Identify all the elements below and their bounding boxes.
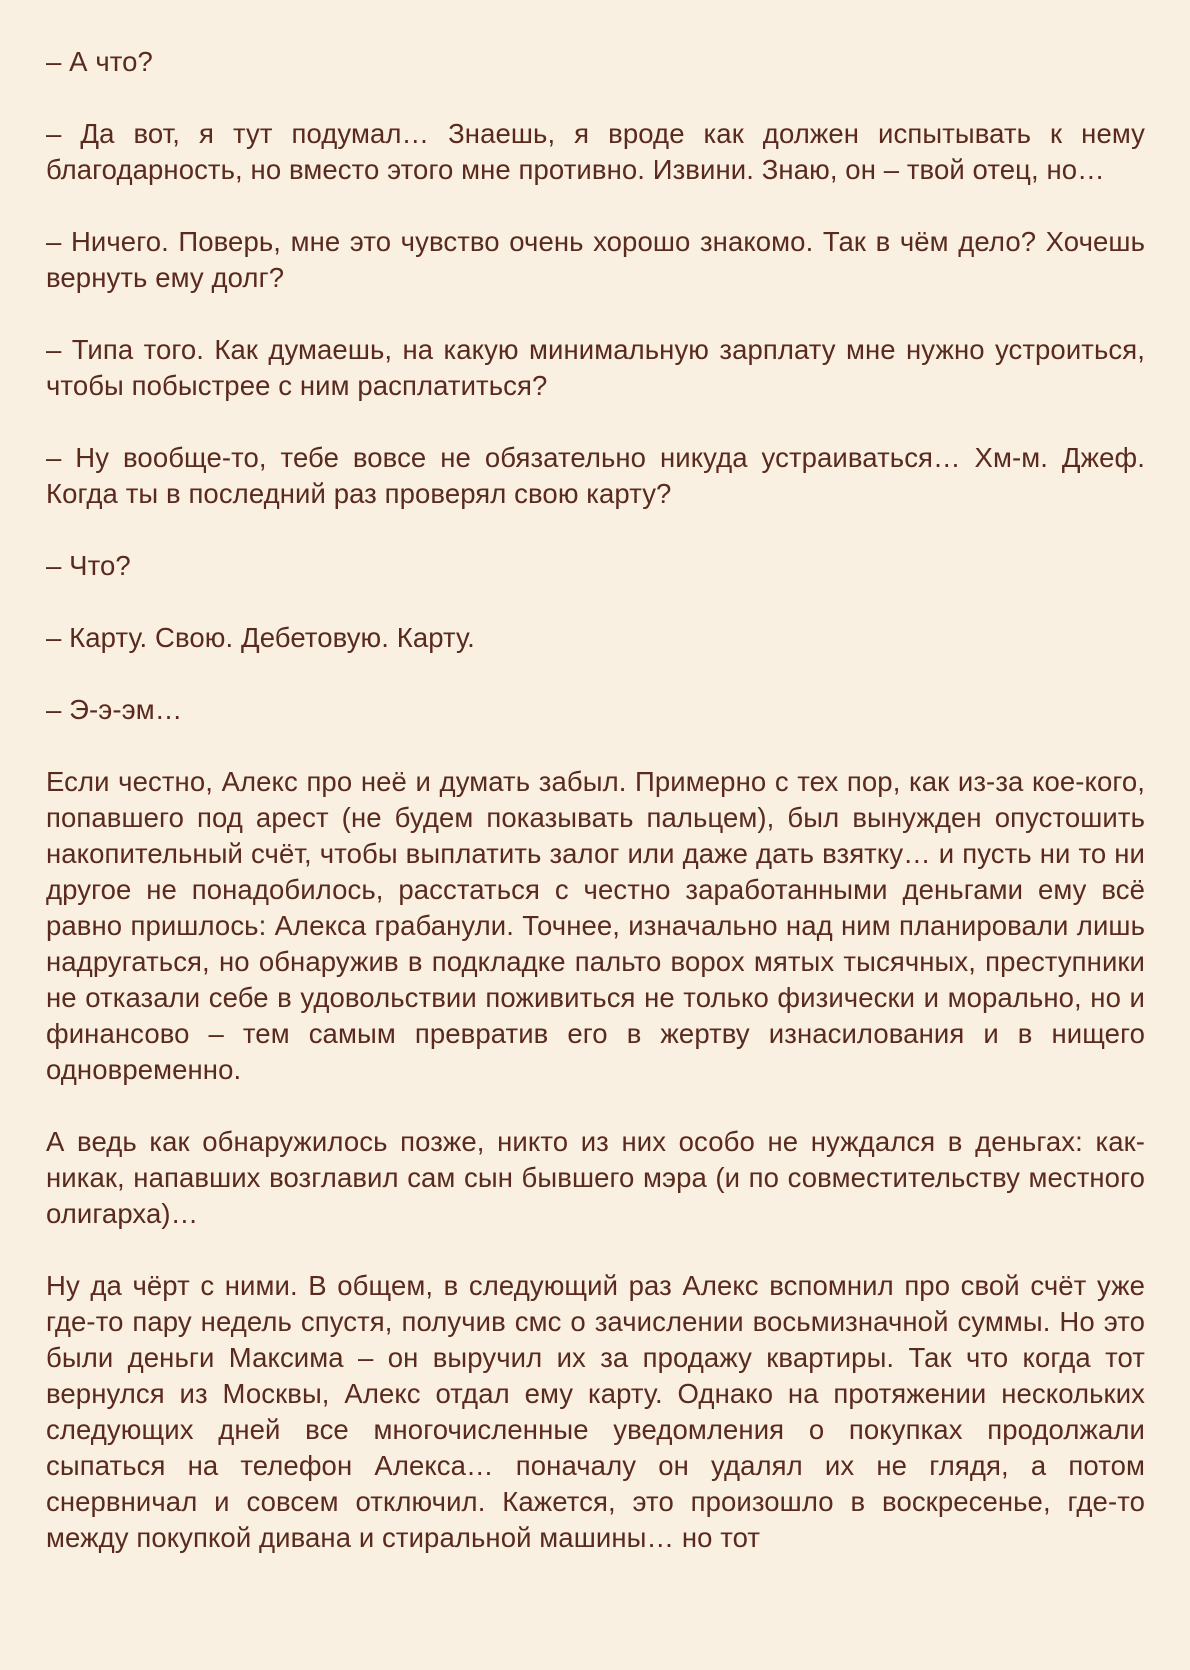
dialogue-line: – Карту. Свою. Дебетовую. Карту. [46, 622, 475, 653]
dialogue-line: – Что? [46, 550, 131, 581]
dialogue-line: – Э-э-эм… [46, 694, 183, 725]
narrative-paragraph: Если честно, Алекс про неё и думать забыл. Примерно с тех пор, как из-за кое-кого, попавшего под арест (не будем показывать пальцем), был вынужден опустошить накопительный счёт, чтобы выплатить залог или даже дать взятку… и пусть ни то ни другое не понадобилось, расстаться с честно заработанными деньгами ему всё равно пришлось: Алекса грабанули. Точнее, изначально над ним планировали лишь надругаться, но обнаружив в подкладке пальто ворох мятых тысячных, преступники не отказали себе в удовольствии поживиться не только физически и морально, но и финансово – тем самым превратив его в жертву изнасилования и в нищего одновременно. [46, 766, 1145, 1085]
narrative-paragraph: А ведь как обнаружилось позже, никто из них особо не нуждался в деньгах: как-никак, напавших возглавил сам сын бывшего мэра (и по совместительству местного олигарха)… [46, 1126, 1145, 1229]
narrative-paragraph: Ну да чёрт с ними. В общем, в следующий раз Алекс вспомнил про свой счёт уже где-то пару недель спустя, получив смс о зачислении восьмизначной суммы. Но это были деньги Максима – он выручил их за продажу квартиры. Так что когда тот вернулся из Москвы, Алекс отдал ему карту. Однако на протяжении нескольких следующих дней все многочисленные уведомления о покупках продолжали сыпаться на телефон Алекса… поначалу он удалял их не глядя, а потом снервничал и совсем отключил. Кажется, это произошло в воскресенье, где-то между покупкой дивана и стиральной машины… но тот [46, 1270, 1145, 1553]
dialogue-line: – Да вот, я тут подумал… Знаешь, я вроде как должен испытывать к нему благодарность, но вместо этого мне противно. Извини. Знаю, он – твой отец, но… [46, 118, 1145, 185]
dialogue-line: – Типа того. Как думаешь, на какую минимальную зарплату мне нужно устроиться, чтобы побыстрее с ним расплатиться? [46, 334, 1145, 401]
dialogue-line: – Ничего. Поверь, мне это чувство очень хорошо знакомо. Так в чём дело? Хочешь вернуть ему долг? [46, 226, 1145, 293]
dialogue-line: – А что? [46, 46, 153, 77]
dialogue-line: – Ну вообще-то, тебе вовсе не обязательно никуда устраиваться… Хм-м. Джеф. Когда ты в последний раз проверял свою карту? [46, 442, 1145, 509]
